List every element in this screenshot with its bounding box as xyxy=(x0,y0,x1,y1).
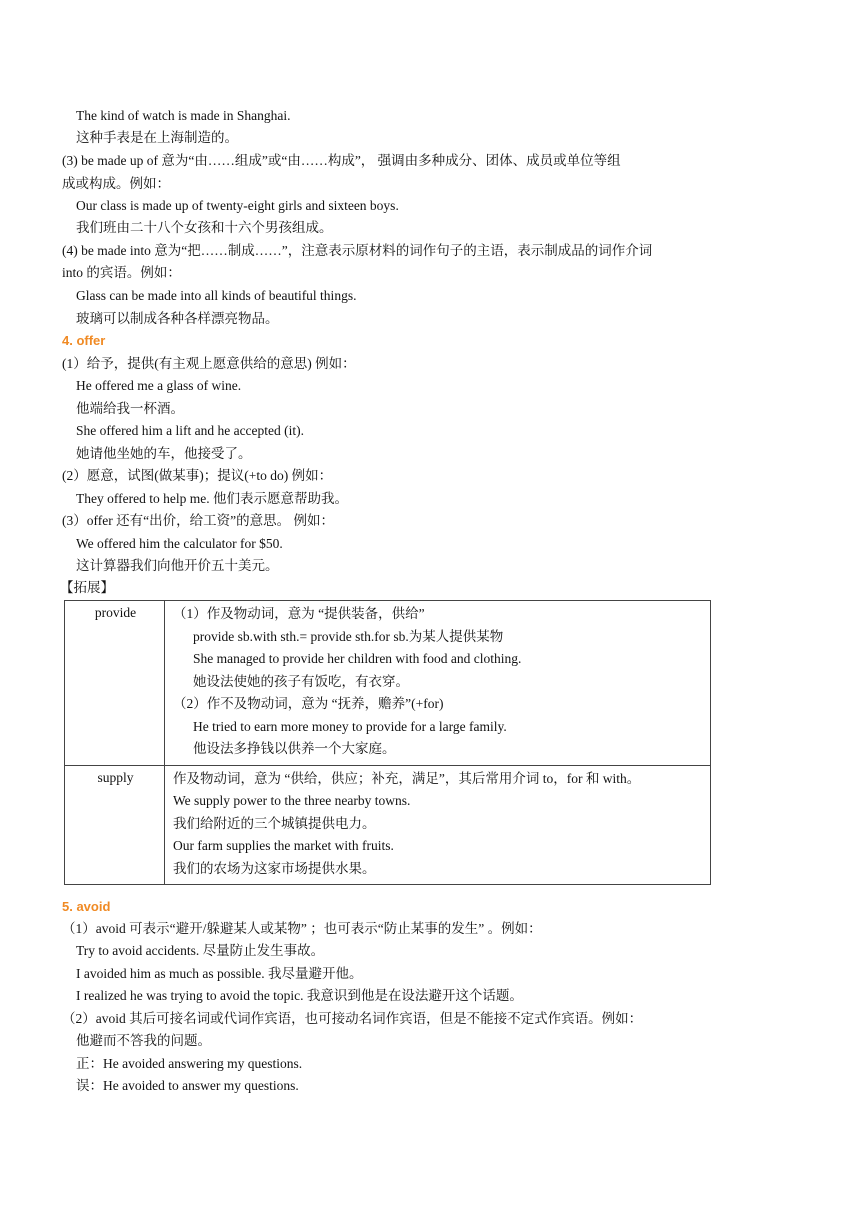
definition-line: Our farm supplies the market with fruits. xyxy=(173,838,394,853)
example-sentence: We offered him the calculator for $50. xyxy=(76,536,283,551)
definition-line: （2）作不及物动词，意为 “抚养，赡养”(+for) xyxy=(173,696,444,711)
table-term-provide: provide xyxy=(65,601,165,766)
example-translation: 这种手表是在上海制造的。 xyxy=(76,130,238,145)
example-sentence: He offered me a glass of wine. xyxy=(76,378,242,393)
table-term-supply: supply xyxy=(65,765,165,885)
rule-text: (3) be made up of 意为“由……组成”或“由……构成”， 强调由多种成分、团体、成员或单位等组 xyxy=(62,153,621,168)
section-heading-offer: 4. offer xyxy=(62,333,106,348)
example-translation: 她请他坐她的车，他接受了。 xyxy=(76,446,252,461)
rule-text: into 的宾语。例如： xyxy=(62,265,181,280)
definition-line: provide sb.with sth.= provide sth.for sb.为某人提供某物 xyxy=(193,628,504,644)
example-sentence: The kind of watch is made in Shanghai. xyxy=(76,108,291,123)
definition-line: （1）作及物动词，意为 “提供装备，供给” xyxy=(173,606,425,621)
example-translation: 他端给我一杯酒。 xyxy=(76,401,184,416)
definition-line: We supply power to the three nearby towns. xyxy=(173,793,411,808)
rule-text: (1）给予，提供(有主观上愿意供给的意思) 例如： xyxy=(62,356,356,371)
example-sentence: Our class is made up of twenty-eight girls and sixteen boys. xyxy=(76,198,399,213)
table-definition-supply xyxy=(165,765,711,885)
definition-line: 我们的农场为这家市场提供水果。 xyxy=(173,860,376,876)
definition-line: She managed to provide her children with food and clothing. xyxy=(193,651,522,666)
rule-text: 成或构成。例如： xyxy=(62,176,170,191)
incorrect-example: 误：He avoided to answer my questions. xyxy=(76,1078,299,1093)
extension-label: 【拓展】 xyxy=(60,580,114,595)
example-sentence: They offered to help me. 他们表示愿意帮助我。 xyxy=(76,491,348,506)
rule-text: （1）avoid 可表示“避开/躲避某人或某物” ；也可表示“防止某事的发生” 。例如： xyxy=(62,921,542,936)
example-translation: 玻璃可以制成各种各样漂亮物品。 xyxy=(76,311,279,326)
example-sentence: Glass can be made into all kinds of beautiful things. xyxy=(76,288,357,303)
rule-text: (2）愿意，试图(做某事)；提议(+to do) 例如： xyxy=(62,468,333,483)
definition-line: He tried to earn more money to provide for a large family. xyxy=(193,718,507,734)
section-heading-avoid: 5. avoid xyxy=(62,899,111,914)
example-sentence: She offered him a lift and he accepted (it). xyxy=(76,423,305,438)
definition-line: 我们给附近的三个城镇提供电力。 xyxy=(173,815,376,831)
definition-line: 作及物动词，意为 “供给，供应；补充，满足”，其后常用介词 to，for 和 with。 xyxy=(173,770,641,786)
table-row xyxy=(65,601,711,766)
extension-table xyxy=(64,600,711,885)
example-translation: 他避而不答我的问题。 xyxy=(76,1033,211,1048)
definition-line: 他设法多挣钱以供养一个大家庭。 xyxy=(193,741,396,756)
table-row xyxy=(65,765,711,885)
example-translation: 这计算器我们向他开价五十美元。 xyxy=(76,558,279,573)
example-translation: 我们班由二十八个女孩和十六个男孩组成。 xyxy=(76,220,333,235)
correct-example: 正：He avoided answering my questions. xyxy=(76,1056,303,1071)
example-sentence: I avoided him as much as possible. 我尽量避开他。 xyxy=(76,966,363,981)
definition-line: 她设法使她的孩子有饭吃，有衣穿。 xyxy=(193,673,409,689)
rule-text: （2）avoid 其后可接名词或代词作宾语，也可接动名词作宾语，但是不能接不定式作宾语。例如： xyxy=(62,1011,643,1026)
example-sentence: Try to avoid accidents. 尽量防止发生事故。 xyxy=(76,943,325,958)
rule-text: (4) be made into 意为“把……制成……”，注意表示原材料的词作句子的主语，表示制成品的词作介词 xyxy=(62,243,653,258)
rule-text: (3）offer 还有“出价，给工资”的意思。 例如： xyxy=(62,513,334,528)
table-definition-provide xyxy=(165,601,711,766)
example-sentence: I realized he was trying to avoid the topic. 我意识到他是在设法避开这个话题。 xyxy=(76,988,523,1003)
